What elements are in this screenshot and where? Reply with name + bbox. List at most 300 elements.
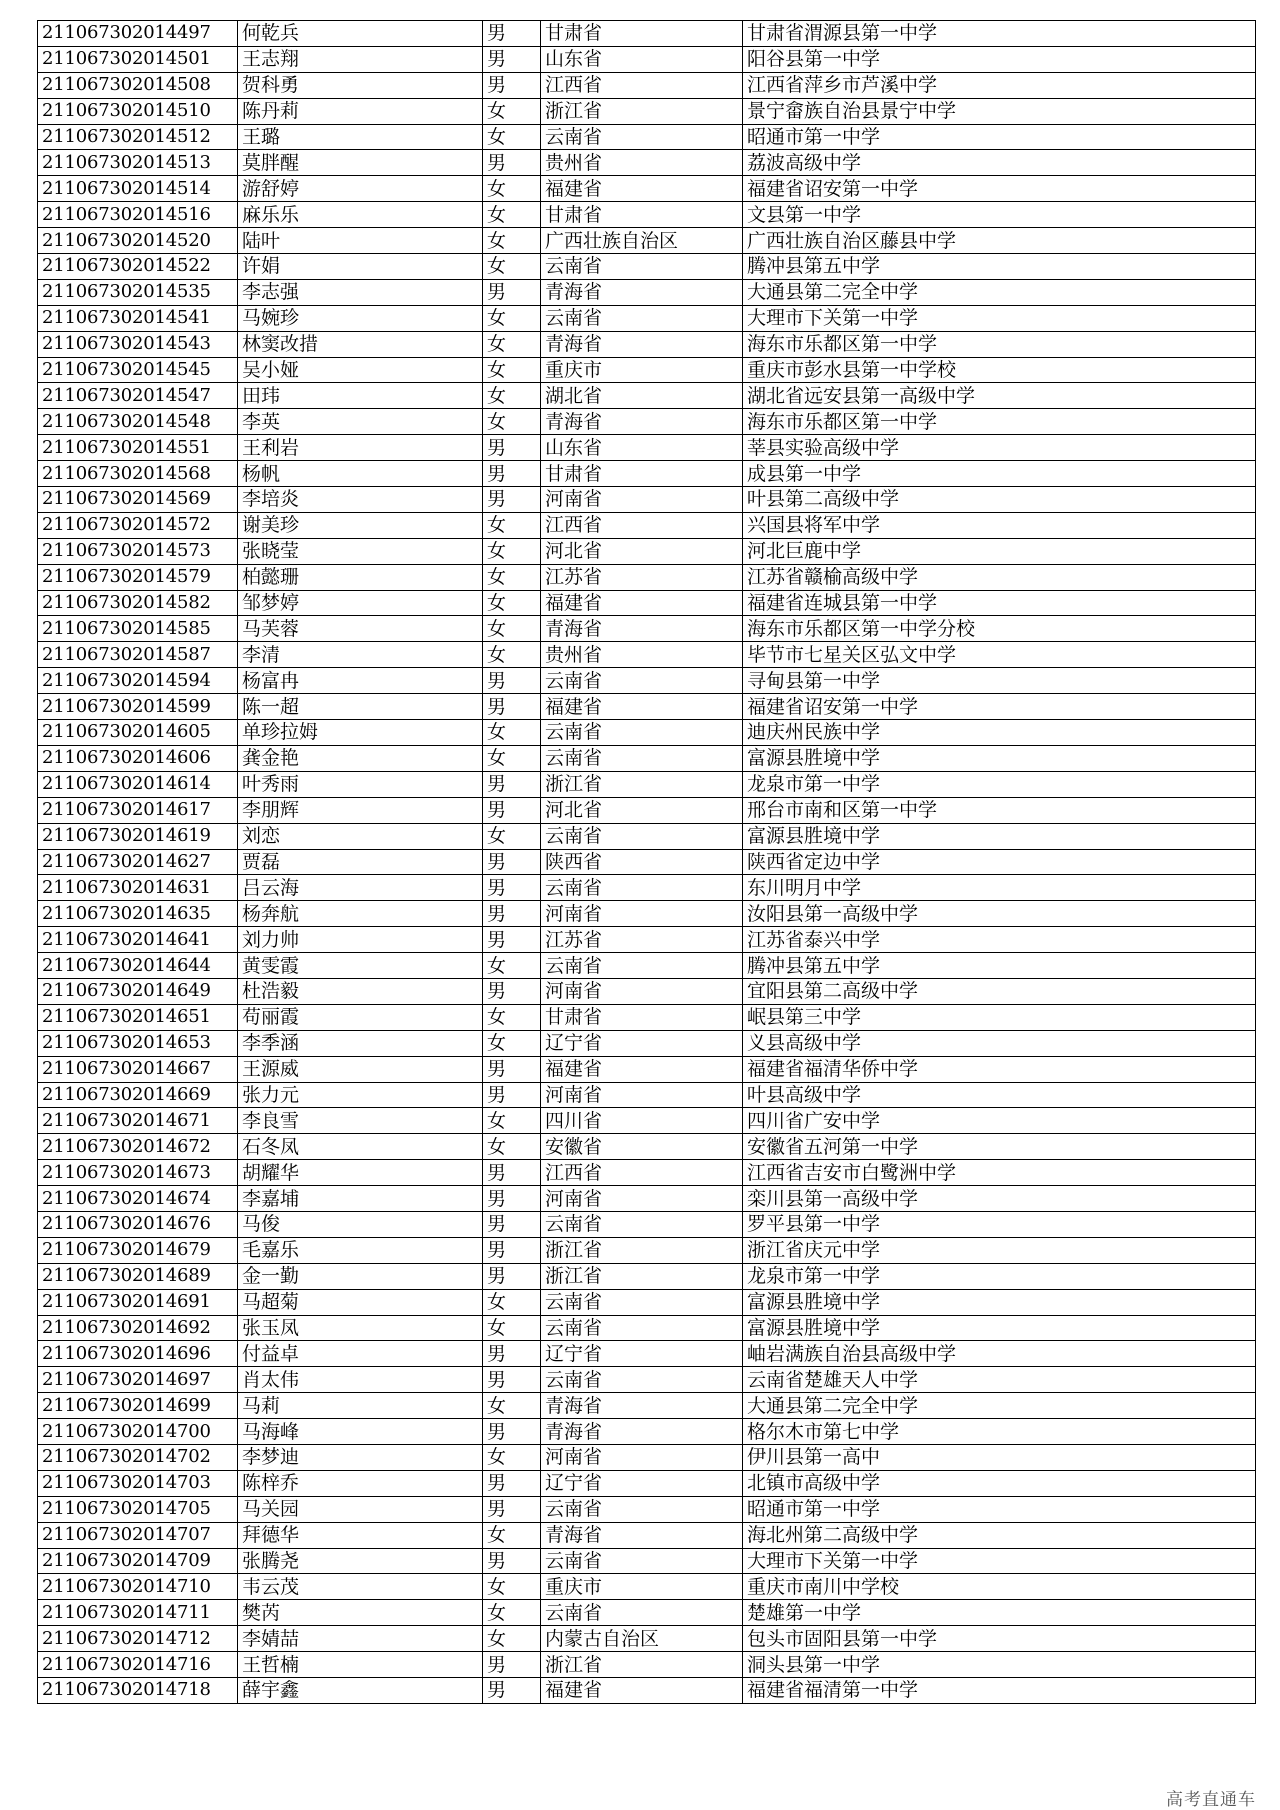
watermark: 高考直通车 — [1166, 1790, 1256, 1810]
student-name-cell: 陆叶 — [238, 228, 483, 254]
province-cell: 云南省 — [541, 1211, 743, 1237]
gender-cell: 女 — [483, 642, 541, 668]
gender-cell: 男 — [483, 1678, 541, 1704]
school-cell: 莘县实验高级中学 — [743, 435, 1256, 461]
roster-table — [37, 20, 1256, 1704]
exam-number-cell: 211067302014543 — [38, 331, 238, 357]
exam-number-cell: 211067302014669 — [38, 1082, 238, 1108]
student-name-cell: 马芙蓉 — [238, 616, 483, 642]
gender-cell: 男 — [483, 150, 541, 176]
gender-cell: 男 — [483, 1082, 541, 1108]
gender-cell: 女 — [483, 590, 541, 616]
school-cell: 大理市下关第一中学 — [743, 305, 1256, 331]
province-cell: 云南省 — [541, 254, 743, 280]
gender-cell: 女 — [483, 1444, 541, 1470]
province-cell: 甘肃省 — [541, 1004, 743, 1030]
student-name-cell: 叶秀雨 — [238, 771, 483, 797]
table-row — [38, 461, 1256, 487]
school-cell: 洞头县第一中学 — [743, 1652, 1256, 1678]
gender-cell: 男 — [483, 1160, 541, 1186]
province-cell: 河北省 — [541, 538, 743, 564]
province-cell: 内蒙古自治区 — [541, 1626, 743, 1652]
province-cell: 甘肃省 — [541, 202, 743, 228]
gender-cell: 男 — [483, 1419, 541, 1445]
school-cell: 海东市乐都区第一中学 — [743, 409, 1256, 435]
table-row — [38, 720, 1256, 746]
table-row — [38, 978, 1256, 1004]
table-row — [38, 1652, 1256, 1678]
gender-cell: 女 — [483, 331, 541, 357]
student-name-cell: 王利岩 — [238, 435, 483, 461]
school-cell: 福建省福清华侨中学 — [743, 1056, 1256, 1082]
province-cell: 贵州省 — [541, 150, 743, 176]
student-name-cell: 付益卓 — [238, 1341, 483, 1367]
province-cell: 湖北省 — [541, 383, 743, 409]
school-cell: 甘肃省渭源县第一中学 — [743, 21, 1256, 47]
student-name-cell: 田玮 — [238, 383, 483, 409]
exam-number-cell: 211067302014513 — [38, 150, 238, 176]
gender-cell: 男 — [483, 1056, 541, 1082]
gender-cell: 男 — [483, 927, 541, 953]
table-row — [38, 176, 1256, 202]
exam-number-cell: 211067302014516 — [38, 202, 238, 228]
gender-cell: 女 — [483, 1600, 541, 1626]
student-name-cell: 李良雪 — [238, 1108, 483, 1134]
exam-number-cell: 211067302014710 — [38, 1574, 238, 1600]
gender-cell: 女 — [483, 1004, 541, 1030]
student-name-cell: 马莉 — [238, 1393, 483, 1419]
table-row — [38, 279, 1256, 305]
province-cell: 四川省 — [541, 1108, 743, 1134]
gender-cell: 女 — [483, 720, 541, 746]
exam-number-cell: 211067302014541 — [38, 305, 238, 331]
student-name-cell: 马关园 — [238, 1496, 483, 1522]
province-cell: 江西省 — [541, 1160, 743, 1186]
exam-number-cell: 211067302014711 — [38, 1600, 238, 1626]
student-name-cell: 樊芮 — [238, 1600, 483, 1626]
table-row — [38, 1574, 1256, 1600]
table-row — [38, 590, 1256, 616]
school-cell: 海东市乐都区第一中学分校 — [743, 616, 1256, 642]
table-row — [38, 254, 1256, 280]
exam-number-cell: 211067302014520 — [38, 228, 238, 254]
student-name-cell: 黄雯霞 — [238, 953, 483, 979]
student-name-cell: 李清 — [238, 642, 483, 668]
exam-number-cell: 211067302014712 — [38, 1626, 238, 1652]
province-cell: 福建省 — [541, 694, 743, 720]
student-name-cell: 李朋辉 — [238, 797, 483, 823]
gender-cell: 女 — [483, 124, 541, 150]
province-cell: 云南省 — [541, 1315, 743, 1341]
gender-cell: 男 — [483, 435, 541, 461]
province-cell: 河南省 — [541, 487, 743, 513]
school-cell: 海东市乐都区第一中学 — [743, 331, 1256, 357]
exam-number-cell: 211067302014512 — [38, 124, 238, 150]
gender-cell: 男 — [483, 901, 541, 927]
student-name-cell: 石冬凤 — [238, 1134, 483, 1160]
school-cell: 文县第一中学 — [743, 202, 1256, 228]
gender-cell: 女 — [483, 176, 541, 202]
exam-number-cell: 211067302014653 — [38, 1030, 238, 1056]
table-row — [38, 927, 1256, 953]
student-name-cell: 马海峰 — [238, 1419, 483, 1445]
school-cell: 浙江省庆元中学 — [743, 1237, 1256, 1263]
student-name-cell: 许娟 — [238, 254, 483, 280]
province-cell: 广西壮族自治区 — [541, 228, 743, 254]
table-row — [38, 1056, 1256, 1082]
student-name-cell: 吕云海 — [238, 875, 483, 901]
student-name-cell: 李培炎 — [238, 487, 483, 513]
gender-cell: 男 — [483, 21, 541, 47]
school-cell: 罗平县第一中学 — [743, 1211, 1256, 1237]
student-name-cell: 张力元 — [238, 1082, 483, 1108]
student-name-cell: 马婉珍 — [238, 305, 483, 331]
table-row — [38, 771, 1256, 797]
student-name-cell: 金一勤 — [238, 1263, 483, 1289]
exam-number-cell: 211067302014605 — [38, 720, 238, 746]
table-row — [38, 1600, 1256, 1626]
gender-cell: 女 — [483, 1315, 541, 1341]
student-name-cell: 马超菊 — [238, 1289, 483, 1315]
table-row — [38, 797, 1256, 823]
table-row — [38, 21, 1256, 47]
table-row — [38, 1211, 1256, 1237]
province-cell: 云南省 — [541, 1367, 743, 1393]
province-cell: 青海省 — [541, 279, 743, 305]
gender-cell: 男 — [483, 875, 541, 901]
exam-number-cell: 211067302014585 — [38, 616, 238, 642]
province-cell: 河北省 — [541, 797, 743, 823]
school-cell: 岫岩满族自治县高级中学 — [743, 1341, 1256, 1367]
province-cell: 云南省 — [541, 1289, 743, 1315]
exam-number-cell: 211067302014709 — [38, 1548, 238, 1574]
gender-cell: 男 — [483, 1548, 541, 1574]
school-cell: 江西省吉安市白鹭洲中学 — [743, 1160, 1256, 1186]
gender-cell: 女 — [483, 1108, 541, 1134]
gender-cell: 女 — [483, 383, 541, 409]
table-row — [38, 150, 1256, 176]
exam-number-cell: 211067302014522 — [38, 254, 238, 280]
table-row — [38, 202, 1256, 228]
school-cell: 腾冲县第五中学 — [743, 254, 1256, 280]
exam-number-cell: 211067302014649 — [38, 978, 238, 1004]
exam-number-cell: 211067302014579 — [38, 564, 238, 590]
student-name-cell: 陈梓乔 — [238, 1470, 483, 1496]
gender-cell: 男 — [483, 1263, 541, 1289]
province-cell: 陕西省 — [541, 849, 743, 875]
table-row — [38, 46, 1256, 72]
province-cell: 青海省 — [541, 409, 743, 435]
exam-number-cell: 211067302014619 — [38, 823, 238, 849]
student-name-cell: 杜浩毅 — [238, 978, 483, 1004]
school-cell: 楚雄第一中学 — [743, 1600, 1256, 1626]
student-name-cell: 李英 — [238, 409, 483, 435]
province-cell: 云南省 — [541, 745, 743, 771]
school-cell: 富源县胜境中学 — [743, 1315, 1256, 1341]
gender-cell: 女 — [483, 1134, 541, 1160]
exam-number-cell: 211067302014627 — [38, 849, 238, 875]
exam-number-cell: 211067302014667 — [38, 1056, 238, 1082]
province-cell: 云南省 — [541, 720, 743, 746]
school-cell: 义县高级中学 — [743, 1030, 1256, 1056]
student-name-cell: 王志翔 — [238, 46, 483, 72]
province-cell: 福建省 — [541, 176, 743, 202]
exam-number-cell: 211067302014696 — [38, 1341, 238, 1367]
student-name-cell: 林窦改措 — [238, 331, 483, 357]
school-cell: 大通县第二完全中学 — [743, 279, 1256, 305]
province-cell: 云南省 — [541, 1496, 743, 1522]
table-row — [38, 1160, 1256, 1186]
table-row — [38, 875, 1256, 901]
student-name-cell: 王源威 — [238, 1056, 483, 1082]
gender-cell: 女 — [483, 1030, 541, 1056]
province-cell: 江西省 — [541, 72, 743, 98]
province-cell: 云南省 — [541, 1600, 743, 1626]
school-cell: 福建省诏安第一中学 — [743, 694, 1256, 720]
student-name-cell: 张晓莹 — [238, 538, 483, 564]
gender-cell: 女 — [483, 1393, 541, 1419]
table-row — [38, 1237, 1256, 1263]
gender-cell: 女 — [483, 228, 541, 254]
gender-cell: 女 — [483, 1522, 541, 1548]
school-cell: 阳谷县第一中学 — [743, 46, 1256, 72]
exam-number-cell: 211067302014617 — [38, 797, 238, 823]
student-name-cell: 张腾尧 — [238, 1548, 483, 1574]
exam-number-cell: 211067302014548 — [38, 409, 238, 435]
exam-number-cell: 211067302014587 — [38, 642, 238, 668]
school-cell: 富源县胜境中学 — [743, 823, 1256, 849]
gender-cell: 女 — [483, 357, 541, 383]
province-cell: 安徽省 — [541, 1134, 743, 1160]
province-cell: 江苏省 — [541, 927, 743, 953]
school-cell: 东川明月中学 — [743, 875, 1256, 901]
student-name-cell: 贺科勇 — [238, 72, 483, 98]
student-name-cell: 马俊 — [238, 1211, 483, 1237]
school-cell: 江西省萍乡市芦溪中学 — [743, 72, 1256, 98]
province-cell: 浙江省 — [541, 1237, 743, 1263]
province-cell: 辽宁省 — [541, 1470, 743, 1496]
student-name-cell: 柏懿珊 — [238, 564, 483, 590]
student-name-cell: 杨富冉 — [238, 668, 483, 694]
exam-number-cell: 211067302014671 — [38, 1108, 238, 1134]
gender-cell: 男 — [483, 1367, 541, 1393]
student-name-cell: 薛宇鑫 — [238, 1678, 483, 1704]
school-cell: 云南省楚雄天人中学 — [743, 1367, 1256, 1393]
exam-number-cell: 211067302014697 — [38, 1367, 238, 1393]
gender-cell: 男 — [483, 279, 541, 305]
exam-number-cell: 211067302014514 — [38, 176, 238, 202]
exam-number-cell: 211067302014707 — [38, 1522, 238, 1548]
exam-number-cell: 211067302014689 — [38, 1263, 238, 1289]
exam-number-cell: 211067302014644 — [38, 953, 238, 979]
exam-number-cell: 211067302014673 — [38, 1160, 238, 1186]
province-cell: 贵州省 — [541, 642, 743, 668]
student-name-cell: 王璐 — [238, 124, 483, 150]
student-name-cell: 陈一超 — [238, 694, 483, 720]
table-row — [38, 642, 1256, 668]
province-cell: 云南省 — [541, 875, 743, 901]
table-row — [38, 1419, 1256, 1445]
school-cell: 景宁畲族自治县景宁中学 — [743, 98, 1256, 124]
province-cell: 浙江省 — [541, 1263, 743, 1289]
gender-cell: 女 — [483, 409, 541, 435]
province-cell: 辽宁省 — [541, 1030, 743, 1056]
gender-cell: 男 — [483, 1211, 541, 1237]
table-row — [38, 72, 1256, 98]
student-name-cell: 邹梦婷 — [238, 590, 483, 616]
student-name-cell: 李志强 — [238, 279, 483, 305]
school-cell: 海北州第二高级中学 — [743, 1522, 1256, 1548]
province-cell: 重庆市 — [541, 1574, 743, 1600]
table-row — [38, 487, 1256, 513]
exam-number-cell: 211067302014700 — [38, 1419, 238, 1445]
table-row — [38, 1082, 1256, 1108]
table-row — [38, 435, 1256, 461]
province-cell: 浙江省 — [541, 98, 743, 124]
school-cell: 北镇市高级中学 — [743, 1470, 1256, 1496]
table-row — [38, 1626, 1256, 1652]
province-cell: 云南省 — [541, 124, 743, 150]
exam-number-cell: 211067302014535 — [38, 279, 238, 305]
school-cell: 包头市固阳县第一中学 — [743, 1626, 1256, 1652]
table-row — [38, 538, 1256, 564]
student-name-cell: 刘恋 — [238, 823, 483, 849]
province-cell: 云南省 — [541, 953, 743, 979]
table-row — [38, 1470, 1256, 1496]
school-cell: 迪庆州民族中学 — [743, 720, 1256, 746]
gender-cell: 女 — [483, 512, 541, 538]
gender-cell: 女 — [483, 538, 541, 564]
student-name-cell: 李梦迪 — [238, 1444, 483, 1470]
table-row — [38, 512, 1256, 538]
school-cell: 兴国县将军中学 — [743, 512, 1256, 538]
gender-cell: 女 — [483, 1289, 541, 1315]
province-cell: 云南省 — [541, 1548, 743, 1574]
school-cell: 昭通市第一中学 — [743, 124, 1256, 150]
exam-number-cell: 211067302014672 — [38, 1134, 238, 1160]
school-cell: 昭通市第一中学 — [743, 1496, 1256, 1522]
table-row — [38, 357, 1256, 383]
school-cell: 福建省连城县第一中学 — [743, 590, 1256, 616]
province-cell: 江西省 — [541, 512, 743, 538]
province-cell: 甘肃省 — [541, 461, 743, 487]
student-name-cell: 拜德华 — [238, 1522, 483, 1548]
student-name-cell: 毛嘉乐 — [238, 1237, 483, 1263]
exam-number-cell: 211067302014501 — [38, 46, 238, 72]
table-row — [38, 1289, 1256, 1315]
school-cell: 荔波高级中学 — [743, 150, 1256, 176]
gender-cell: 女 — [483, 745, 541, 771]
gender-cell: 男 — [483, 487, 541, 513]
province-cell: 云南省 — [541, 305, 743, 331]
gender-cell: 女 — [483, 953, 541, 979]
school-cell: 江苏省泰兴中学 — [743, 927, 1256, 953]
school-cell: 邢台市南和区第一中学 — [743, 797, 1256, 823]
school-cell: 寻甸县第一中学 — [743, 668, 1256, 694]
exam-number-cell: 211067302014599 — [38, 694, 238, 720]
gender-cell: 女 — [483, 564, 541, 590]
table-row — [38, 1315, 1256, 1341]
school-cell: 格尔木市第七中学 — [743, 1419, 1256, 1445]
gender-cell: 男 — [483, 978, 541, 1004]
school-cell: 四川省广安中学 — [743, 1108, 1256, 1134]
gender-cell: 男 — [483, 849, 541, 875]
province-cell: 青海省 — [541, 616, 743, 642]
school-cell: 重庆市南川中学校 — [743, 1574, 1256, 1600]
exam-number-cell: 211067302014679 — [38, 1237, 238, 1263]
school-cell: 岷县第三中学 — [743, 1004, 1256, 1030]
school-cell: 叶县第二高级中学 — [743, 487, 1256, 513]
table-row — [38, 668, 1256, 694]
table-row — [38, 331, 1256, 357]
school-cell: 大理市下关第一中学 — [743, 1548, 1256, 1574]
province-cell: 浙江省 — [541, 1652, 743, 1678]
exam-number-cell: 211067302014572 — [38, 512, 238, 538]
gender-cell: 女 — [483, 1626, 541, 1652]
student-name-cell: 单珍拉姆 — [238, 720, 483, 746]
province-cell: 河南省 — [541, 978, 743, 1004]
exam-number-cell: 211067302014569 — [38, 487, 238, 513]
school-cell: 大通县第二完全中学 — [743, 1393, 1256, 1419]
exam-number-cell: 211067302014497 — [38, 21, 238, 47]
province-cell: 青海省 — [541, 1393, 743, 1419]
exam-number-cell: 211067302014716 — [38, 1652, 238, 1678]
province-cell: 福建省 — [541, 590, 743, 616]
exam-number-cell: 211067302014674 — [38, 1186, 238, 1212]
gender-cell: 男 — [483, 46, 541, 72]
exam-number-cell: 211067302014703 — [38, 1470, 238, 1496]
student-name-cell: 刘力帅 — [238, 927, 483, 953]
table-row — [38, 1393, 1256, 1419]
exam-number-cell: 211067302014547 — [38, 383, 238, 409]
province-cell: 青海省 — [541, 331, 743, 357]
table-row — [38, 98, 1256, 124]
school-cell: 成县第一中学 — [743, 461, 1256, 487]
gender-cell: 男 — [483, 1237, 541, 1263]
student-name-cell: 莫胖醒 — [238, 150, 483, 176]
gender-cell: 男 — [483, 797, 541, 823]
table-row — [38, 1263, 1256, 1289]
table-row — [38, 953, 1256, 979]
student-name-cell: 陈丹莉 — [238, 98, 483, 124]
province-cell: 山东省 — [541, 435, 743, 461]
school-cell: 宜阳县第二高级中学 — [743, 978, 1256, 1004]
exam-number-cell: 211067302014631 — [38, 875, 238, 901]
gender-cell: 男 — [483, 1470, 541, 1496]
exam-number-cell: 211067302014594 — [38, 668, 238, 694]
exam-number-cell: 211067302014651 — [38, 1004, 238, 1030]
student-name-cell: 游舒婷 — [238, 176, 483, 202]
table-row — [38, 1108, 1256, 1134]
school-cell: 安徽省五河第一中学 — [743, 1134, 1256, 1160]
table-row — [38, 1367, 1256, 1393]
student-name-cell: 李婧喆 — [238, 1626, 483, 1652]
school-cell: 重庆市彭水县第一中学校 — [743, 357, 1256, 383]
province-cell: 江苏省 — [541, 564, 743, 590]
province-cell: 甘肃省 — [541, 21, 743, 47]
school-cell: 福建省福清第一中学 — [743, 1678, 1256, 1704]
student-name-cell: 贾磊 — [238, 849, 483, 875]
school-cell: 江苏省赣榆高级中学 — [743, 564, 1256, 590]
exam-number-cell: 211067302014705 — [38, 1496, 238, 1522]
student-name-cell: 胡耀华 — [238, 1160, 483, 1186]
school-cell: 富源县胜境中学 — [743, 1289, 1256, 1315]
table-row — [38, 1134, 1256, 1160]
gender-cell: 女 — [483, 98, 541, 124]
school-cell: 福建省诏安第一中学 — [743, 176, 1256, 202]
exam-number-cell: 211067302014691 — [38, 1289, 238, 1315]
province-cell: 浙江省 — [541, 771, 743, 797]
